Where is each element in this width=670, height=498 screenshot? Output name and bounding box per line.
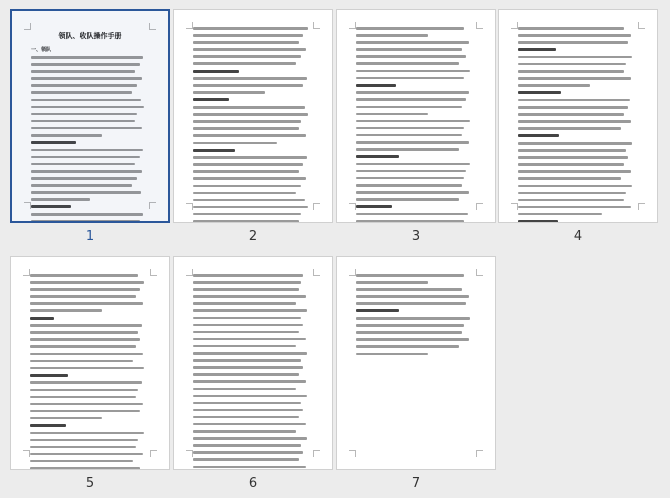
text-line [193,458,299,461]
text-line [31,184,132,187]
text-line [356,302,466,305]
text-line [31,84,137,87]
text-line [30,281,144,284]
text-line [193,395,307,398]
text-line [193,416,299,419]
text-line [356,134,462,137]
page-text-preview [30,274,150,451]
text-line [193,156,307,159]
text-line [193,451,303,454]
text-line [356,170,466,173]
text-line [518,142,632,145]
page-text-preview [31,28,149,203]
text-line [356,148,459,151]
text-line [518,63,626,66]
margin-corner-mark [24,202,31,209]
margin-corner-mark [349,203,356,210]
text-line [30,374,68,377]
page-number-label: 2 [248,229,258,244]
text-line [356,98,466,101]
text-line [193,437,307,440]
margin-corner-mark [150,450,157,457]
text-line [356,205,392,208]
text-line [356,113,428,116]
text-line [30,453,143,456]
page-text-preview [356,27,476,204]
text-line [356,120,470,123]
text-line [518,170,631,173]
text-line [30,381,142,384]
text-line [30,331,138,334]
text-line [193,317,301,320]
text-line [31,191,141,194]
page-number-label: 5 [85,476,95,491]
text-line [193,213,301,216]
text-line [518,127,621,130]
text-line [518,84,590,87]
text-line [518,99,630,102]
text-line [356,127,464,130]
page-thumbnail-7[interactable] [336,256,496,470]
text-line [193,134,306,137]
text-line [31,63,140,66]
margin-corner-mark [476,203,483,210]
text-line [356,317,470,320]
text-line [518,34,631,37]
text-line [518,120,631,123]
text-line [30,317,54,320]
text-line [518,220,558,223]
text-line [193,324,303,327]
text-line [356,338,469,341]
margin-corner-mark [638,22,645,29]
text-line [31,163,135,166]
text-line [31,213,143,216]
text-line [193,295,306,298]
text-line [356,141,469,144]
text-line [31,220,140,223]
text-line [356,84,396,87]
page-thumbnail-5[interactable] [10,256,170,470]
page-thumbnail-4[interactable] [498,9,658,223]
text-line [193,402,301,405]
text-line [193,359,301,362]
text-line [356,353,428,356]
text-line [356,41,469,44]
text-line [356,184,462,187]
margin-corner-mark [186,269,193,276]
text-line [518,213,602,216]
text-line [31,198,90,201]
text-line [518,192,626,195]
text-line [356,27,464,30]
page-number-label: 6 [248,476,258,491]
page-number-label: 7 [411,476,421,491]
text-line [30,338,140,341]
section-heading: 一、领队 [31,47,52,53]
text-line [193,142,277,145]
text-line [31,134,102,137]
text-line [193,388,296,391]
margin-corner-mark [313,203,320,210]
text-line [356,288,462,291]
page-text-preview [193,274,313,451]
page-preview [498,9,658,223]
text-line [30,274,138,277]
text-line [356,163,470,166]
text-line [31,156,140,159]
text-line [193,409,303,412]
text-line [356,220,464,223]
text-line [30,295,136,298]
text-line [31,205,71,208]
text-line [193,274,303,277]
margin-corner-mark [476,269,483,276]
text-line [193,423,306,426]
margin-corner-mark [149,202,156,209]
margin-corner-mark [23,269,30,276]
page-thumbnail-2[interactable] [173,9,333,223]
margin-corner-mark [186,450,193,457]
text-line [193,338,306,341]
text-line [193,177,306,180]
text-line [193,149,235,152]
page-thumbnail-1[interactable] [10,9,170,223]
text-line [193,309,307,312]
text-line [193,430,296,433]
text-line [31,141,76,144]
text-line [518,77,631,80]
text-line [193,352,307,355]
margin-corner-mark [23,450,30,457]
text-line [193,106,305,109]
text-line [193,302,296,305]
text-line [518,106,628,109]
margin-corner-mark [349,22,356,29]
text-line [193,288,299,291]
text-line [193,127,299,130]
text-line [31,120,135,123]
text-line [193,331,299,334]
margin-corner-mark [24,23,31,30]
margin-corner-mark [349,450,356,457]
page-preview [336,9,496,223]
margin-corner-mark [476,450,483,457]
text-line [193,206,308,209]
text-line [193,84,303,87]
text-line [30,367,144,370]
text-line [31,177,137,180]
text-line [30,324,142,327]
text-line [518,91,561,94]
text-line [30,403,143,406]
text-line [30,396,136,399]
page-preview [10,256,170,470]
text-line [193,98,229,101]
text-line [356,106,462,109]
text-line [193,220,299,223]
page-preview [173,256,333,470]
text-line [30,360,133,363]
page-thumbnail-3[interactable] [336,9,496,223]
margin-corner-mark [150,269,157,276]
page-number-label: 4 [573,229,583,244]
text-line [31,127,142,130]
margin-corner-mark [313,450,320,457]
margin-corner-mark [313,269,320,276]
text-line [31,113,137,116]
page-text-preview [518,27,638,204]
text-line [193,170,299,173]
text-line [356,34,428,37]
text-line [31,91,132,94]
text-line [356,295,469,298]
text-line [518,56,632,59]
text-line [31,106,144,109]
text-line [518,185,632,188]
text-line [356,91,469,94]
text-line [30,424,66,427]
text-line [30,345,136,348]
page-number-label: 3 [411,229,421,244]
margin-corner-mark [476,22,483,29]
text-line [193,41,299,44]
text-line [356,191,469,194]
text-line [356,274,464,277]
text-line [193,281,301,284]
text-line [356,198,459,201]
margin-corner-mark [149,23,156,30]
margin-corner-mark [349,269,356,276]
text-line [31,149,143,152]
text-line [193,366,303,369]
text-line [356,62,459,65]
text-line [193,77,307,80]
page-text-preview [356,274,476,451]
text-line [31,56,143,59]
text-line [518,113,624,116]
margin-corner-mark [511,203,518,210]
document-title: 领队、收队操作手册 [58,32,122,40]
text-line [30,302,143,305]
text-line [518,177,621,180]
text-line [193,34,303,37]
text-line [31,70,135,73]
page-thumbnail-6[interactable] [173,256,333,470]
text-line [356,177,464,180]
text-line [193,48,306,51]
margin-corner-mark [186,22,193,29]
text-line [193,113,308,116]
text-line [31,170,142,173]
margin-corner-mark [511,22,518,29]
text-line [518,134,559,137]
text-line [193,55,301,58]
text-line [518,156,628,159]
text-line [193,444,301,447]
text-line [356,331,462,334]
text-line [30,353,143,356]
page-preview [173,9,333,223]
text-line [31,77,142,80]
text-line [356,309,399,312]
text-line [518,163,624,166]
text-line [30,309,102,312]
text-line [193,163,303,166]
text-line [193,27,308,30]
text-line [30,432,144,435]
text-line [356,281,428,284]
text-line [356,70,470,73]
text-line [518,70,624,73]
page-preview [336,256,496,470]
text-line [30,417,102,420]
margin-corner-mark [186,203,193,210]
text-line [30,467,140,470]
text-line [30,460,133,463]
text-line [30,288,140,291]
text-line [30,446,136,449]
text-line [193,345,296,348]
page-preview [10,9,170,223]
text-line [193,466,306,469]
text-line [518,48,556,51]
margin-corner-mark [638,203,645,210]
text-line [30,389,138,392]
page-number-label: 1 [85,229,95,244]
text-line [356,345,459,348]
text-line [356,55,466,58]
text-line [193,192,296,195]
text-line [518,41,628,44]
page-text-preview [193,27,313,204]
text-line [518,149,626,152]
text-line [356,324,464,327]
text-line [193,373,299,376]
text-line [30,439,138,442]
text-line [193,62,296,65]
text-line [193,120,301,123]
text-line [193,199,305,202]
text-line [31,99,141,102]
text-line [356,48,462,51]
text-line [193,91,265,94]
text-line [356,213,468,216]
margin-corner-mark [313,22,320,29]
text-line [193,70,239,73]
text-line [518,206,631,209]
text-line [193,380,306,383]
text-line [30,410,140,413]
text-line [356,155,399,158]
text-line [518,27,624,30]
text-line [518,199,624,202]
text-line [193,185,301,188]
text-line [356,77,464,80]
